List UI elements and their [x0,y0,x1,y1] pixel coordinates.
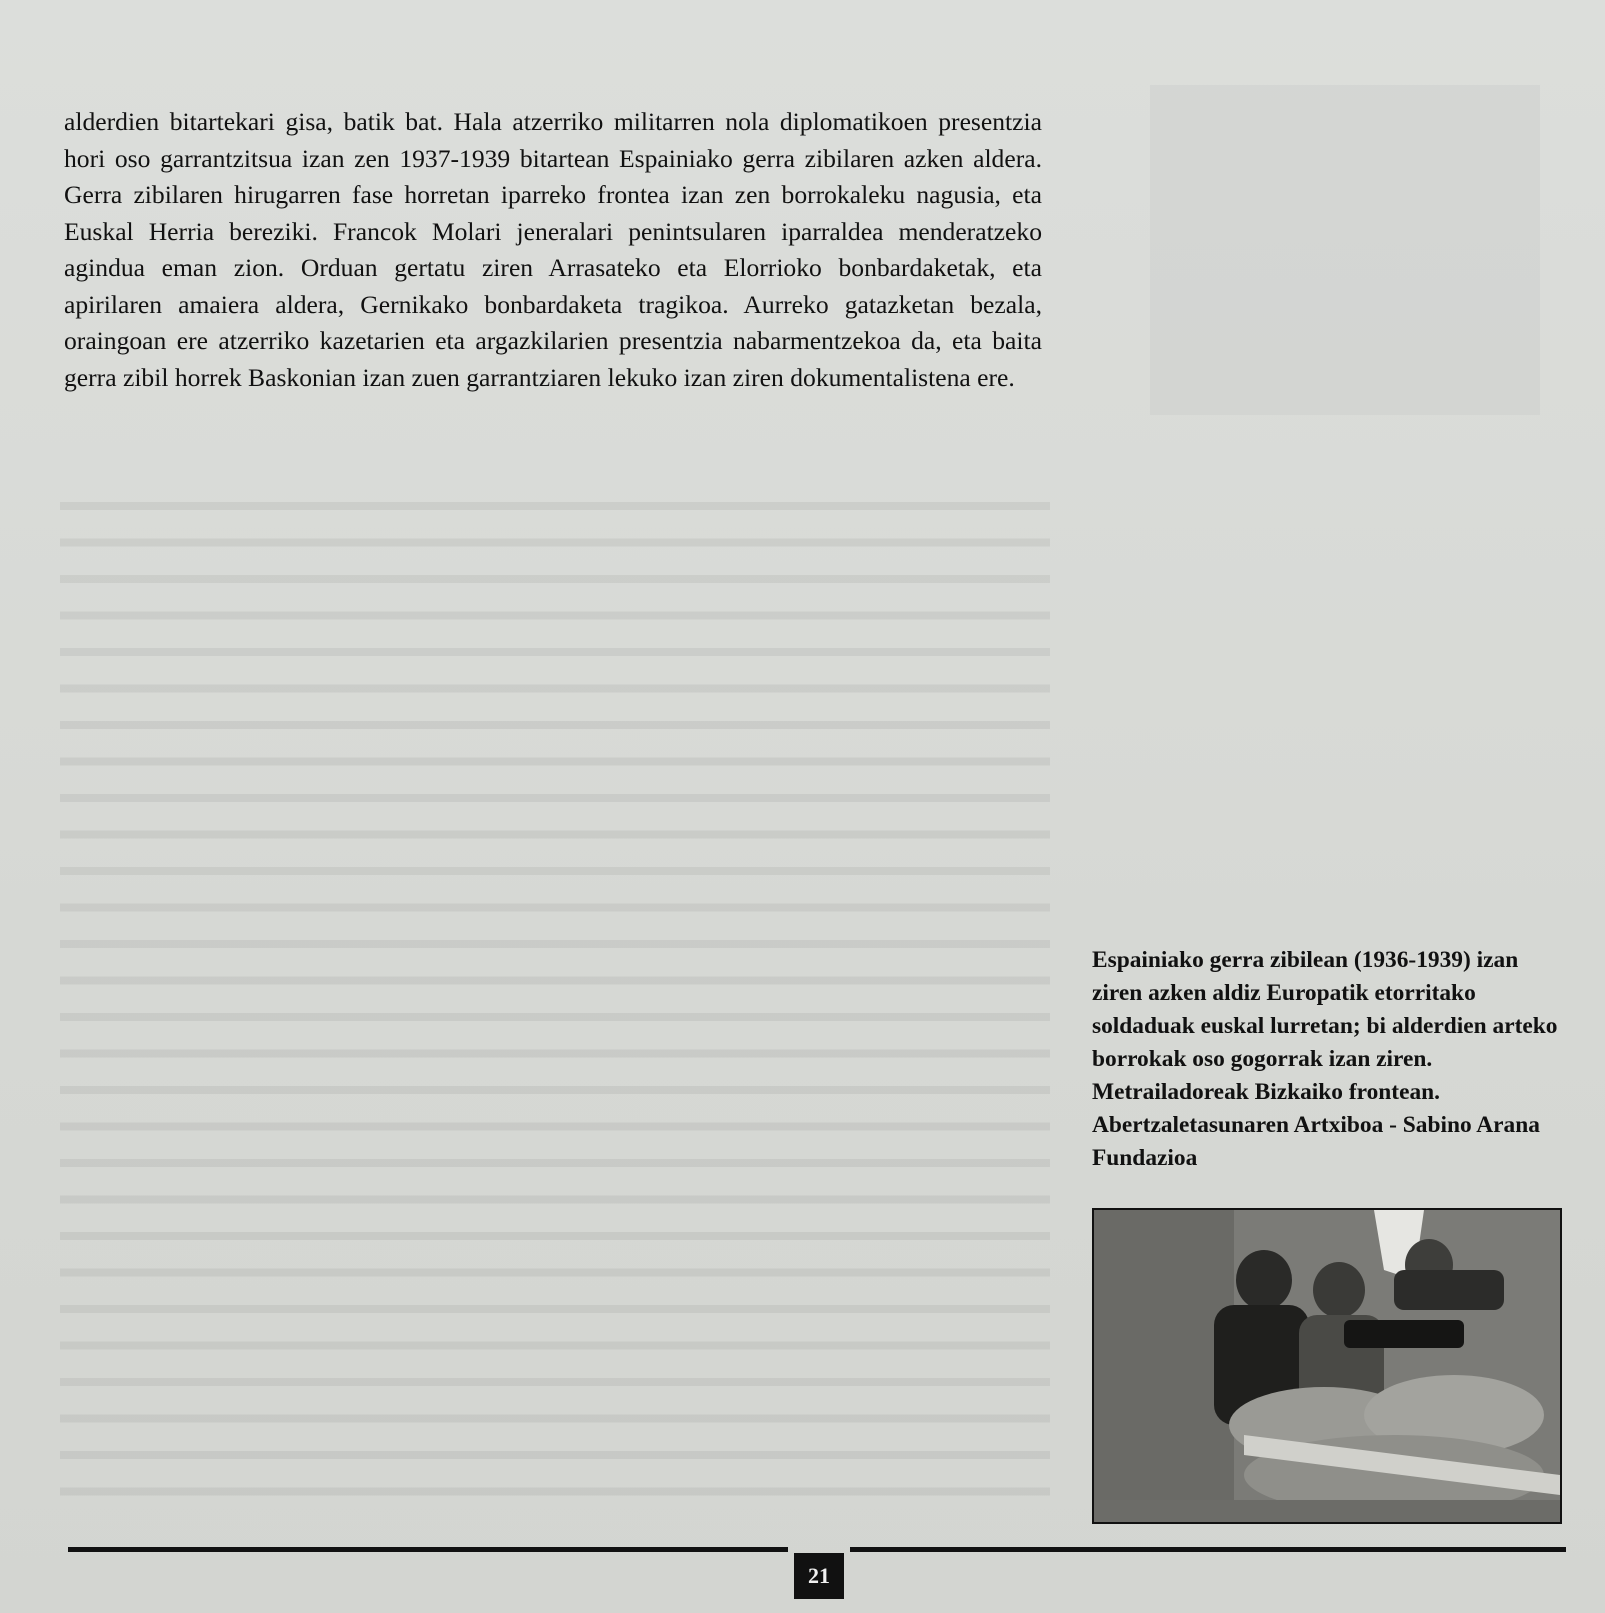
body-paragraph: alderdien bitartekari gisa, batik bat. Hala atzerriko militarren nola diplomatikoen presentzia hori oso garrantzitsua izan zen 1937-1939 bitartean Espainiako gerra zibilaren azken aldera. Gerra zibilaren hirugarren fase horretan iparreko frontea izan zen borrokaleku nagusia, eta Euskal Herria bereziki. Francok Molari jeneralari penintsularen iparraldea menderatzeko agindua eman zion. Orduan gertatu ziren Arrasateko eta Elorrioko bonbardaketak, eta apirilaren amaiera aldera, Gernikako bonbardaketa tragikoa. Aurreko gatazketan bezala, oraingoan ere atzerriko kazetarien eta argazkilarien presentzia nabarmentzekoa da, eta baita gerra zibil horrek Baskonian izan zuen garrantziaren lekuko izan ziren dokumentalistena ere. [64,107,1042,392]
photo-illustration [1094,1210,1560,1522]
photo-machine-gun [1344,1320,1464,1348]
show-through-text [60,480,1050,1520]
machine-gunners-photo [1092,1208,1562,1524]
footer-rule-left [68,1547,788,1552]
photo-ground [1094,1500,1560,1522]
footer-rule-right [850,1547,1566,1552]
photo-soldier-head-1 [1236,1250,1292,1310]
photo-binoculars [1394,1270,1504,1310]
page-number: 21 [794,1553,844,1599]
photo-caption: Espainiako gerra zibilean (1936-1939) izan ziren azken aldiz Europatik etorritako soldaduak euskal lurretan; bi alderdien arteko borrokak oso gogorrak izan ziren. Metrailadoreak Bizkaiko frontean. Abertzaletasunaren Artxiboa - Sabino Arana Fundazioa [1092,947,1558,1171]
show-through-panel [1150,85,1540,415]
photo-rock-left [1094,1210,1234,1522]
photo-soldier-head-2 [1313,1262,1365,1318]
